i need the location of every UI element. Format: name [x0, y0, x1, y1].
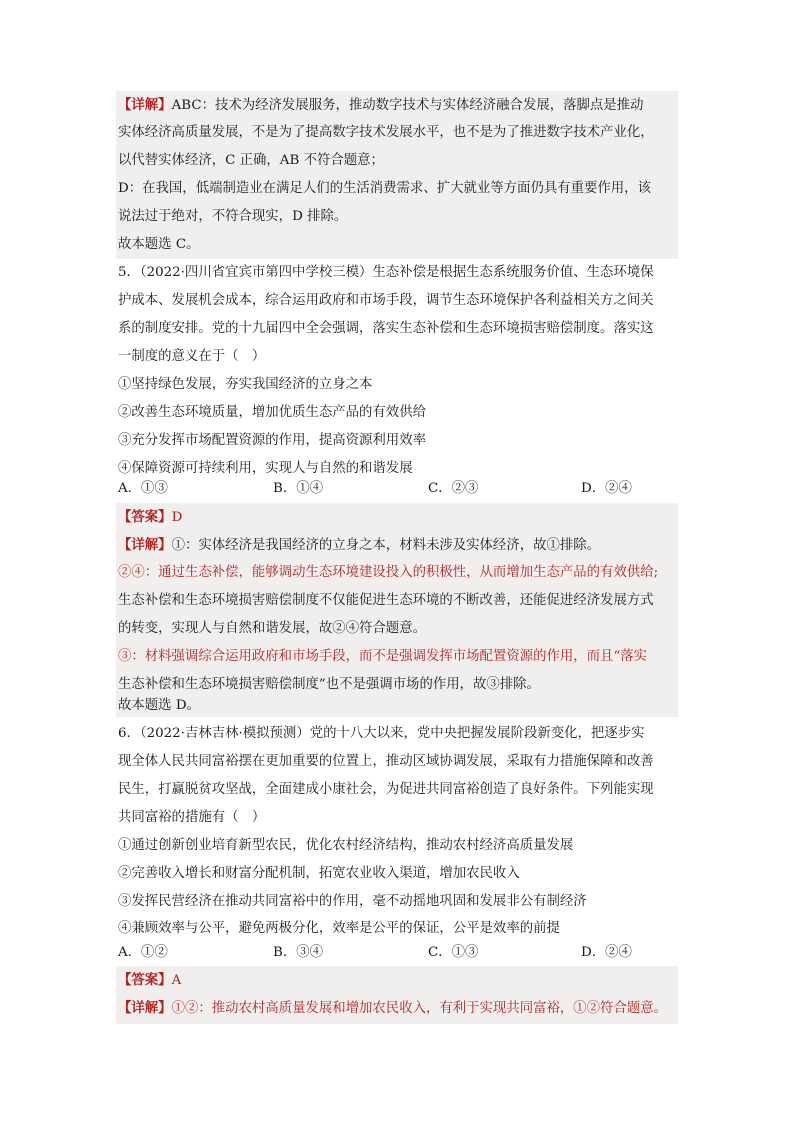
- answer-label: 【答案】: [118, 509, 172, 525]
- q6-option-2: ②完善收入增长和财富分配机制，拓宽农业收入渠道，增加农民收入: [118, 866, 520, 881]
- q6-explain-line-1: [118, 994, 678, 1022]
- q5-explain-line-3: 生态补偿和生态环境损害赔偿制度不仅能促进生态环境的不断改善，还能促进经济发展方式: [118, 593, 654, 608]
- q6-choices: [118, 939, 678, 967]
- q6-stem-line-1: 6．（2022·吉林吉林·模拟预测）党的十八大以来，党中央把握发展阶段新变化，把逐步实: [118, 726, 645, 741]
- q4-explain-line-1: [118, 91, 678, 119]
- q5-option-1: ①坚持绿色发展，夯实我国经济的立身之本: [118, 377, 373, 392]
- q5-choice-a: A．①③: [118, 481, 168, 496]
- q5-stem-line-1: 5．（2022·四川省宜宾市第四中学校三模）生态补偿是根据生态系统服务价值、生态环境保: [118, 265, 654, 280]
- explain-label: 【详解】: [118, 1000, 172, 1016]
- q6-stem-line-2: 现全体人民共同富裕摆在更加重要的位置上，推动区域协调发展，采取有力措施保障和改善: [118, 754, 654, 769]
- q6-explain-text-1: ①②：推动农村高质量发展和增加农民收入，有利于实现共同富裕，①②符合题意。: [171, 1001, 668, 1016]
- q5-stem-line-3: 系的制度安排。党的十九届四中全会强调，落实生态补偿和生态环境损害赔偿制度。落实这: [118, 321, 654, 336]
- q6-choice-a: A．①②: [118, 945, 168, 960]
- q4-explain-text-1: ABC：技术为经济发展服务，推动数字技术与实体经济融合发展，落脚点是推动: [171, 98, 644, 113]
- q5-choices: [118, 475, 678, 503]
- q5-answer-value: D: [171, 510, 183, 525]
- q5-conclusion: 故本题选 D。: [118, 698, 200, 713]
- q5-choice-b: B．①④: [273, 481, 324, 496]
- answer-label: 【答案】: [118, 972, 172, 988]
- q6-answer-value: A: [171, 973, 182, 988]
- q5-stem-line-2: 护成本、发展机会成本，综合运用政府和市场手段，调节生态环境保护各利益相关方之间关: [118, 293, 654, 308]
- q5-explain-line-4: 的转变，实现人与自然和谐发展，故②④符合题意。: [118, 621, 426, 636]
- q6-choice-d: D．②④: [581, 945, 632, 960]
- q6-choice-b: B．③④: [273, 945, 324, 960]
- q6-option-4: ④兼顾效率与公平，避免两极分化，效率是公平的保证，公平是效率的前提: [118, 921, 560, 936]
- q6-option-3: ③发挥民营经济在推动共同富裕中的作用，毫不动摇地巩固和发展非公有制经济: [118, 894, 587, 909]
- q6-answer-line: [118, 966, 678, 994]
- q5-choice-d: D．②④: [581, 481, 632, 496]
- q5-explain-line-1: [118, 531, 678, 559]
- explain-label: 【详解】: [118, 97, 172, 113]
- q5-answer-line: [118, 503, 678, 531]
- q5-option-4: ④保障资源可持续利用，实现人与自然的和谐发展: [118, 461, 413, 476]
- q4-explain-line-4: D：在我国，低端制造业在满足人们的生活消费需求、扩大就业等方面仍具有重要作用，该: [118, 181, 651, 196]
- q4-explain-line-5: 说法过于绝对，不符合现实，D 排除。: [118, 209, 348, 224]
- q5-choice-c: C．②③: [428, 481, 479, 496]
- explain-label: 【详解】: [118, 537, 172, 553]
- q6-option-1: ①通过创新创业培育新型农民，优化农村经济结构，推动农村经济高质量发展: [118, 838, 574, 853]
- q5-explain-text-1: ①：实体经济是我国经济的立身之本，材料未涉及实体经济，故①排除。: [171, 538, 601, 553]
- q6-choice-c: C．①③: [428, 945, 479, 960]
- q5-option-3: ③充分发挥市场配置资源的作用，提高资源利用效率: [118, 433, 426, 448]
- q5-option-2: ②改善生态环境质量，增加优质生态产品的有效供给: [118, 405, 426, 420]
- q4-explain-line-2: 实体经济高质量发展，不是为了提高数字技术发展水平，也不是为了推进数字技术产业化，: [118, 125, 654, 140]
- q5-stem-line-4: 一制度的意义在于（ ）: [118, 349, 266, 364]
- q5-explain-line-5: ③：材料强调综合运用政府和市场手段，而不是强调发挥市场配置资源的作用，而且“落实: [118, 649, 648, 664]
- q5-explain-line-2: ②④：通过生态补偿，能够调动生态环境建设投入的积极性，从而增加生态产品的有效供给;: [118, 565, 659, 580]
- q6-stem-line-4: 共同富裕的措施有（ ）: [118, 810, 266, 825]
- q6-stem-line-3: 民生，打赢脱贫攻坚战，全面建成小康社会，为促进共同富裕创造了良好条件。下列能实现: [118, 782, 654, 797]
- q4-conclusion: 故本题选 C。: [118, 237, 200, 252]
- q5-explain-line-6: 生态补偿和生态环境损害赔偿制度”也不是强调市场的作用，故③排除。: [118, 677, 540, 692]
- q4-explain-line-3: 以代替实体经济，C 正确，AB 不符合题意；: [118, 153, 384, 168]
